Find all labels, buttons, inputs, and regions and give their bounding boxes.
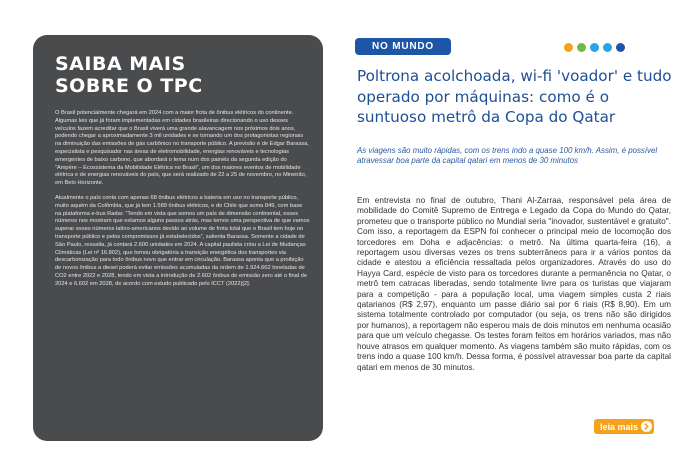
- section-tag-label: NO MUNDO: [372, 41, 434, 52]
- sidebar-card: [33, 35, 323, 441]
- sidebar-title: [55, 53, 310, 97]
- article-lead: As viagens são muito rápidas, com os trens indo a quase 100 km/h. Assim, é possível atravessar boa parte da capital qatari em menos de 30 minutos: [357, 146, 658, 166]
- decorative-dot: [564, 43, 573, 52]
- read-more-label: leia mais: [600, 421, 639, 432]
- sidebar-paragraph: O Brasil potencialmente chegará em 2024 com a maior frota de ônibus elétricos do continente. Algumas leis que já foram implementadas em cidades brasileiras direcionando o uso desses veículos fazem acreditar que o Brasil viverá uma grande alavancagem nos próximos dois anos, podendo chegar a aproximadamente 3 mil unidades e se tornando um dos protagonistas regionais na diminuição das emissões de gás carbônico no transporte público. A previsão é de Edgar Barassa, especialista e pesquisador nas áreas de eletromobilidade, energias renováveis e tecnologias emergentes de baixo carbono, que abordará o tema num dos painéis da segunda edição do “Ampère – Ecossistema da Mobilidade Elétrica no Brasil”, um dos maiores eventos de mobilidade elétrica e de energias renováveis do país, que será realizado de 22 a 25 de novembro, no Mineirão, em Belo Horizonte.: [55, 110, 309, 187]
- article-body: Em entrevista no final de outubro, Thani Al-Zarraa, responsável pela área de mobilidade do Comitê Supremo de Entrega e Legado da Copa do Mundo do Qatar, prometeu que o transporte público no Mundial seria "inovador, sustentável e gratuito". Com isso, a reportagem da ESPN foi conhecer o principal meio de locomoção dos torcedores em Doha e adjacências: o metrô. Na última quarta-feira (16), a reportagem usou diversas vezes os trens subterrâneos para ir a vários pontos da cidade e atestou a eficiência ressaltada pelos organizadores. Através do uso do Hayya Card, espécie de visto para os torcedores durante a permanência no Qatar, o metrô tem catracas liberadas, sendo totalmente livre para os turistas que viajaram para a competição - para a população local, uma viagem simples custa 2 riais qatarianos (R$ 2,97), enquanto um passe diário sai por 6 riais (R$ 8,90). Em um sistema totalmente controlado por computador (ou seja, os trens não são dirigidos por humanos), a reportagem não esperou mais de dois minutos em nenhuma ocasião para que um veículo chegasse. Os testes foram feitos em horários variados, mas não houve atrasos em qualquer momento. As viagens também são muito rápidas, com os trens indo a quase 100 km/h. Dessa forma, é possível atravessar boa parte da capital qatari em menos de 30 minutos.: [357, 196, 671, 372]
- chevron-right-icon: [641, 421, 652, 432]
- sidebar-title-line-2: SOBRE O TPC: [55, 75, 203, 97]
- section-tag: [355, 38, 451, 55]
- decorative-dot: [590, 43, 599, 52]
- sidebar-title-line-1: SAIBA MAIS: [55, 53, 186, 75]
- read-more-button[interactable]: [594, 419, 654, 434]
- decorative-dot: [577, 43, 586, 52]
- article-headline: Poltrona acolchoada, wi-fi 'voador' e tudo operado por máquinas: como é o suntuoso metrô da Copa do Qatar: [357, 67, 672, 126]
- decorative-dot: [616, 43, 625, 52]
- decorative-dot: [603, 43, 612, 52]
- sidebar-paragraph: Atualmente o país conta com apenas 68 ônibus elétricos a bateria em uso no transporte público, muito aquém da Colômbia, que já tem 1.589 ônibus elétricos, e do Chile que soma 849, com base na plataforma e-bus Radar. “Tendo em vista que somos um país de dimensão continental, esses números nos mostram que estamos alguns passos atrás, mas temos uma perspectiva de que vamos superar esses números latino-americanos devido ao volume de frota total que o Brasil tem hoje no transporte público e pelos compromissos já estabelecidos”, salienta Barassa. Somente a cidade de São Paulo, ressalta, já contará 2.600 unidades em 2024. A capital paulista criou a Lei de Mudanças Climáticas (Lei nº 16.802), que tornou obrigatória a transição energética dos transportes via descarbonização para todo ônibus novo que entrar em circulação. Barassa aponta que a proibição de novos ônibus a diesel poderá evitar emissões acumuladas da ordem de 1.924.662 toneladas de CO2 entre 2022 e 2028, tendo em vista a introdução de 2.602 ônibus de emissão zero até o final de 2024 e 6.602 em 2028, de acordo com estudo publicado pelo ICCT (2022)[2].: [55, 194, 310, 287]
- decorative-dots: [564, 43, 625, 52]
